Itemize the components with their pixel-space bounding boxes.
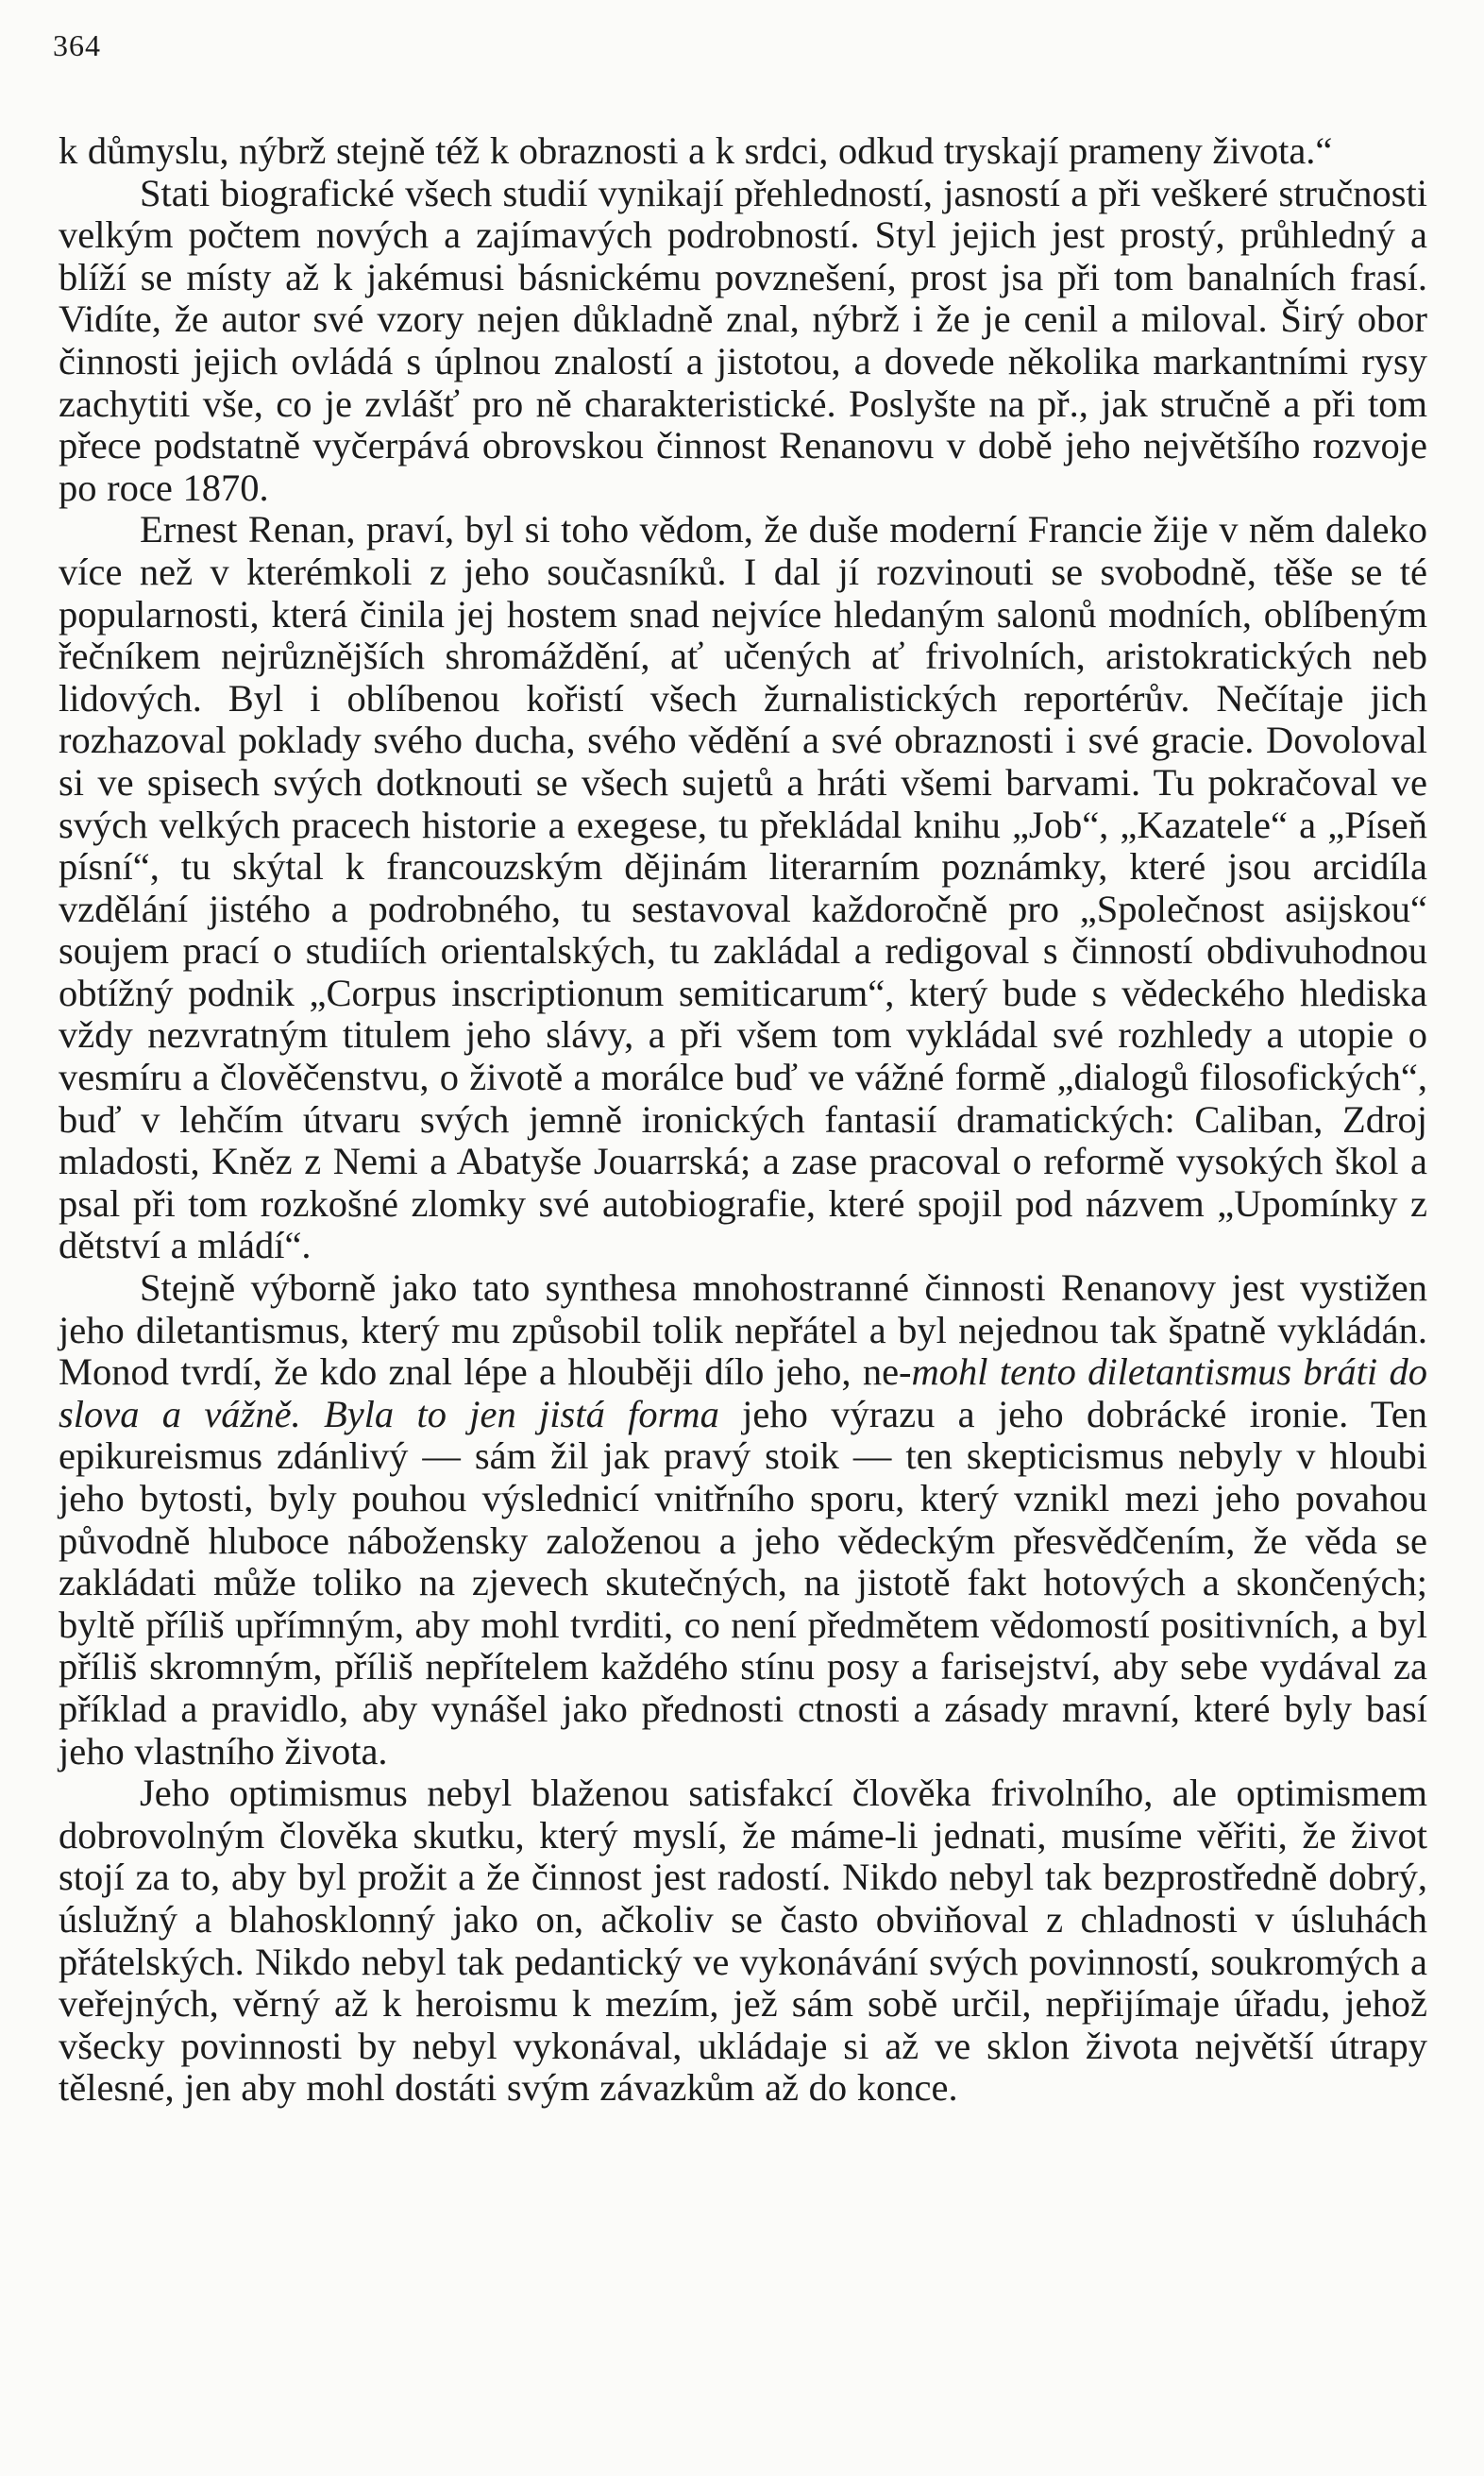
- paragraph-3-part-1: Stejně výborně jako tato synthesa mnohostranné činnosti Renanovy jest vystižen jeho diletantismus, který mu způsobil tolik nepřátel a byl nejednou tak špatně vykládán. Monod tvrdí, že kdo znal lépe a hlouběji dílo jeho, ne-: [59, 1266, 1427, 1394]
- body-text: [59, 130, 1427, 2110]
- paragraph-3: [59, 1267, 1427, 1772]
- page-number: 364: [53, 28, 101, 62]
- paragraph-3-part-2: jeho výrazu a jeho dobrácké ironie. Ten epikureismus zdánlivý — sám žil jak pravý stoik — ten skepticismus nebyly v hloubi jeho bytosti, byly pouhou výslednicí vnitřního sporu, který vznikl mezi jeho povahou původně hluboce nábožensky založenou a jeho vědeckým přesvědčením, že věda se zakládati může toliko na zjevech skutečných, na jistotě fakt hotových a skončených; byltě příliš upřímným, aby mohl tvrditi, co není předmětem vědomostí positivních, a byl příliš skromným, příliš nepřítelem každého stínu posy a farisejství, aby sebe vydával za příklad a pravidlo, aby vynášel jako přednosti ctnosti a zásady mravní, které byly basí jeho vlastního života.: [59, 1392, 1427, 1772]
- paragraph-1: Stati biografické všech studií vynikají přehledností, jasností a při veškeré stručnosti velkým počtem nových a zajímavých podrobností. Styl jejich jest prostý, průhledný a blíží se místy až k jakémusi básnickému povznešení, prost jsa při tom banalních frasí. Vidíte, že autor své vzory nejen důkladně znal, nýbrž i že je cenil a miloval. Širý obor činnosti jejich ovládá s úplnou znalostí a jistotou, a dovede několika markantními rysy zachytiti vše, co je zvlášť pro ně charakteristické. Poslyšte na př., jak stručně a při tom přece podstatně vyčerpává obrovskou činnost Renanovu v době jeho největšího rozvoje po roce 1870.: [59, 171, 1427, 509]
- paragraph-3-italic: mohl tento diletantismus bráti do slova a vážně. Byla to jen jistá forma: [59, 1350, 1427, 1435]
- paragraph-4: Jeho optimismus nebyl blaženou satisfakcí člověka frivolního, ale optimismem dobrovolným člověka skutku, který myslí, že máme-li jednati, musíme věřiti, že život stojí za to, aby byl prožit a že činnost jest radostí. Nikdo nebyl tak bezprostředně dobrý, úslužný a blahosklonný jako on, ačkoliv se často obviňoval z chladnosti v úsluhách přátelských. Nikdo nebyl tak pedantický ve vykonávání svých povinností, soukromých a veřejných, věrný až k heroismu k mezím, jež sám sobě určil, nepřijímaje úřadu, jehož všecky povinnosti by nebyl vykonával, ukládaje si až ve sklon života největší útrapy tělesné, jen aby mohl dostáti svým závazkům až do konce.: [59, 1772, 1427, 2110]
- paragraph-2: Ernest Renan, praví, byl si toho vědom, že duše moderní Francie žije v něm daleko více než v kterémkoli z jeho současníků. I dal jí rozvinouti se svobodně, těše se té popularnosti, která činila jej hostem snad nejvíce hledaným salonů modních, oblíbeným řečníkem nejrůznějších shromáždění, ať učených ať frivolních, aristokratických neb lidových. Byl i oblíbenou kořistí všech žurnalistických reportérův. Nečítaje jich rozhazoval poklady svého ducha, svého vědění a své obraznosti i své gracie. Dovoloval si ve spisech svých dotknouti se všech sujetů a hráti všemi barvami. Tu pokračoval ve svých velkých pracech historie a exegese, tu překládal knihu „Job“, „Kazatele“ a „Píseň písní“, tu skýtal k francouzským dějinám literarním poznámky, které jsou arcidíla vzdělání jistého a podrobného, tu sestavoval každoročně pro „Společnost asijskou“ soujem prací o studiích orientalských, tu zakládal a redigoval s činností obdivuhodnou obtížný podnik „Corpus inscriptionum semiticarum“, který bude s vědeckého hlediska vždy nezvratným titulem jeho slávy, a při všem tom vykládal své rozhledy a utopie o vesmíru a člověčenstvu, o životě a morálce buď ve vážné formě „dialogů filosofických“, buď v lehčím útvaru svých jemně ironických fantasií dramatických: Caliban, Zdroj mladosti, Kněz z Nemi a Abatyše Jouarrská; a zase pracoval o reformě vysokých škol a psal při tom rozkošné zlomky své autobiografie, které spojil pod názvem „Upomínky z dětství a mládí“.: [59, 508, 1427, 1267]
- paragraph-0: k důmyslu, nýbrž stejně též k obraznosti a k srdci, odkud tryskají prameny života.“: [59, 129, 1333, 172]
